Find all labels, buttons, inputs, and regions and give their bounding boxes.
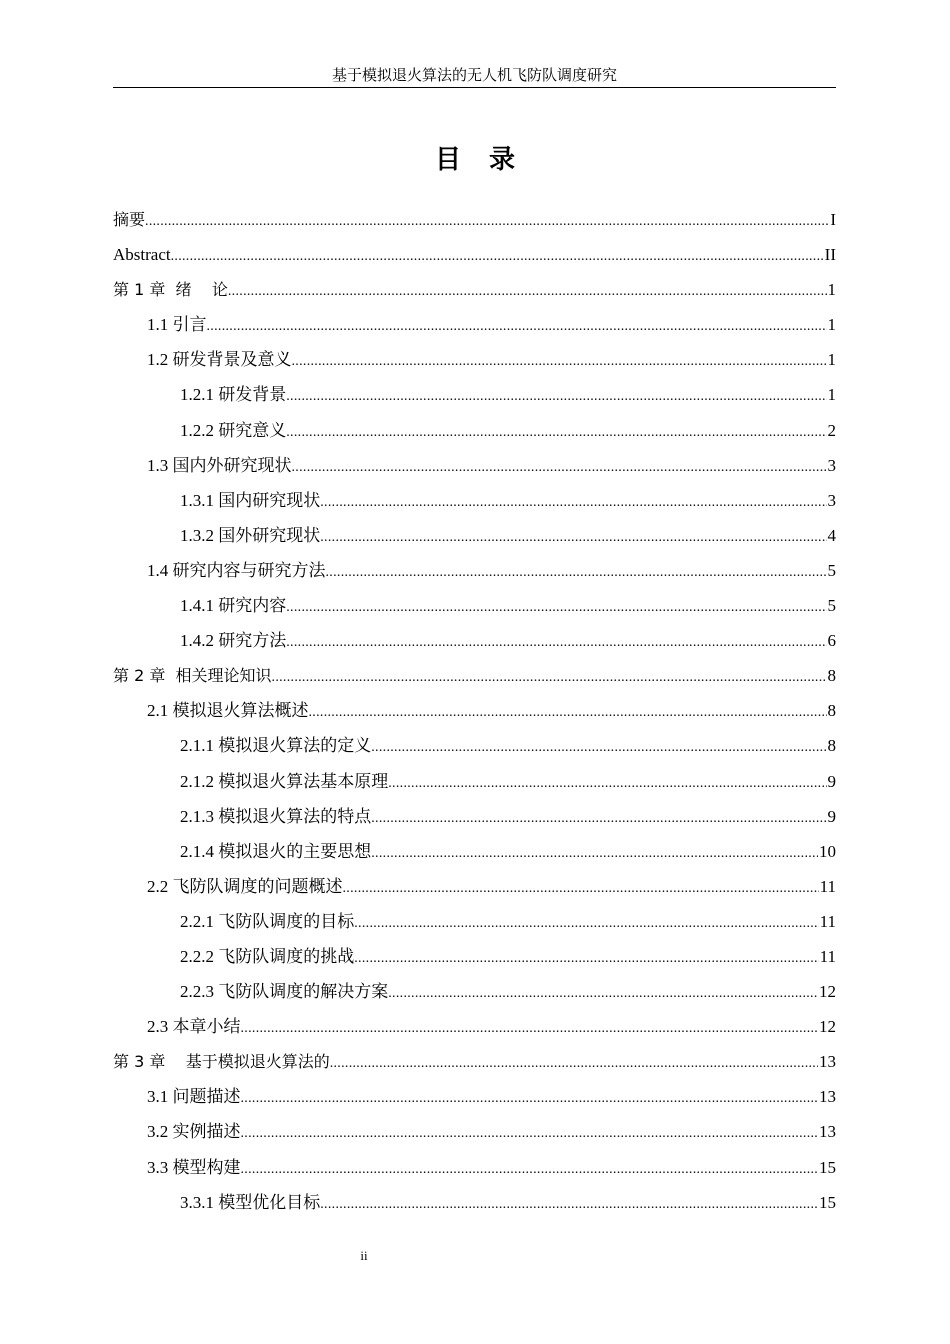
toc-entry-page: 8 — [827, 736, 836, 756]
toc-entry-label: 2.1.4 模拟退火的主要思想 — [180, 841, 372, 861]
toc-entry-page: 11 — [819, 946, 836, 966]
toc-entry-label: 1.2.1 研发背景 — [180, 385, 287, 405]
toc-dot-leader — [286, 625, 826, 660]
toc-entry[interactable] — [113, 728, 836, 763]
toc-entry-page: 1 — [827, 350, 836, 370]
toc-entry-label: 第 3 章 基于模拟退火算法的 — [113, 1052, 330, 1072]
toc-entry-label: 3.3.1 模型优化目标 — [180, 1192, 321, 1212]
toc-entry-label: 1.2 研发背景及意义 — [147, 350, 292, 370]
toc-entry-page: 13 — [819, 1122, 836, 1142]
toc-entry-label: 摘要 — [113, 210, 146, 229]
running-header-title: 基于模拟退火算法的无人机飞防队调度研究 — [331, 68, 617, 84]
toc-entry[interactable] — [113, 1185, 836, 1220]
toc-entry-label: 1.4.1 研究内容 — [180, 596, 287, 616]
toc-entry[interactable] — [113, 272, 836, 307]
toc-dot-leader — [272, 660, 827, 695]
toc-entry[interactable] — [113, 1114, 836, 1149]
toc-dot-leader — [292, 450, 827, 485]
toc-entry-page: I — [830, 210, 836, 229]
toc-entry-label: 3.1 问题描述 — [147, 1087, 241, 1107]
toc-entry-page: 10 — [819, 841, 836, 861]
toc-entry[interactable] — [113, 1150, 836, 1185]
toc-dot-leader — [292, 344, 827, 379]
toc-entry[interactable] — [113, 448, 836, 483]
toc-entry[interactable] — [113, 869, 836, 904]
toc-entry-label: 2.2.2 飞防队调度的挑战 — [180, 946, 355, 966]
toc-entry-label: 2.3 本章小结 — [147, 1017, 241, 1037]
toc-dot-leader — [241, 1152, 819, 1187]
toc-entry[interactable] — [113, 939, 836, 974]
toc-dot-leader — [326, 555, 827, 590]
toc-entry[interactable] — [113, 658, 836, 693]
toc-entry-page: II — [824, 245, 836, 265]
toc-dot-leader — [330, 1046, 818, 1081]
toc-entry-label: 2.2.1 飞防队调度的目标 — [180, 911, 355, 931]
toc-entry-label: 3.3 模型构建 — [147, 1157, 241, 1177]
running-header — [113, 66, 836, 88]
toc-dot-leader — [145, 204, 829, 239]
toc-entry-label: 1.2.2 研究意义 — [180, 420, 287, 440]
toc-entry-page: 9 — [827, 806, 836, 826]
toc-entry-label: 1.3.2 国外研究现状 — [180, 525, 321, 545]
toc-entry-page: 13 — [819, 1087, 836, 1107]
toc-dot-leader — [207, 309, 827, 344]
toc-entry[interactable] — [113, 904, 836, 939]
toc-dot-leader — [343, 871, 819, 906]
toc-entry-page: 15 — [819, 1192, 836, 1212]
toc-dot-leader — [241, 1011, 819, 1046]
toc-entry[interactable] — [113, 974, 836, 1009]
toc-entry-page: 11 — [819, 911, 836, 931]
toc-entry-page: 5 — [827, 560, 836, 580]
toc-dot-leader — [388, 976, 818, 1011]
toc-entry-page: 2 — [827, 420, 836, 440]
toc-dot-leader — [354, 941, 818, 976]
toc-dot-leader — [228, 274, 827, 309]
toc-entry-page: 3 — [827, 455, 836, 475]
toc-entry-label: 1.3 国内外研究现状 — [147, 455, 292, 475]
toc-entry-page: 8 — [827, 701, 836, 721]
toc-entry-label: 2.1.1 模拟退火算法的定义 — [180, 736, 372, 756]
toc-dot-leader — [286, 379, 826, 414]
toc-dot-leader — [309, 695, 827, 730]
toc-dot-leader — [371, 801, 826, 836]
toc-entry[interactable] — [113, 377, 836, 412]
toc-entry[interactable] — [113, 307, 836, 342]
toc-entry-page: 1 — [827, 315, 836, 335]
toc-entry-label: 1.3.1 国内研究现状 — [180, 490, 321, 510]
toc-entry-page: 11 — [819, 876, 836, 896]
toc-entry[interactable] — [113, 483, 836, 518]
toc-dot-leader — [320, 520, 826, 555]
toc-entry[interactable] — [113, 799, 836, 834]
toc-entry-label: 2.1.2 模拟退火算法基本原理 — [180, 771, 389, 791]
toc-entry[interactable] — [113, 1079, 836, 1114]
toc-entry[interactable] — [113, 413, 836, 448]
toc-dot-leader — [286, 590, 826, 625]
toc-entry-label: 2.1 模拟退火算法概述 — [147, 701, 309, 721]
toc-dot-leader — [371, 836, 818, 871]
toc-entry-label: 3.2 实例描述 — [147, 1122, 241, 1142]
toc-entry[interactable] — [113, 834, 836, 869]
toc-entry-label: 1.1 引言 — [147, 315, 207, 335]
toc-dot-leader — [354, 906, 818, 941]
toc-entry[interactable] — [113, 1044, 836, 1079]
toc-entry-label: 1.4 研究内容与研究方法 — [147, 560, 326, 580]
toc-entry[interactable] — [113, 342, 836, 377]
toc-entry[interactable] — [113, 518, 836, 553]
toc-dot-leader — [371, 730, 826, 765]
toc-entry[interactable] — [113, 623, 836, 658]
table-of-contents — [113, 202, 836, 1220]
toc-entry-page: 15 — [819, 1157, 836, 1177]
toc-entry[interactable] — [113, 237, 836, 272]
toc-dot-leader — [241, 1081, 819, 1116]
toc-entry[interactable] — [113, 553, 836, 588]
toc-entry[interactable] — [113, 764, 836, 799]
toc-dot-leader — [320, 1187, 818, 1222]
toc-dot-leader — [286, 415, 826, 450]
toc-entry-page: 3 — [827, 490, 836, 510]
toc-title: 目录 — [434, 145, 543, 175]
toc-entry-page: 1 — [827, 385, 836, 405]
page-number: ii — [360, 1248, 368, 1263]
toc-entry[interactable] — [113, 1009, 836, 1044]
toc-entry-label: 1.4.2 研究方法 — [180, 631, 287, 651]
toc-entry-page: 1 — [827, 280, 836, 300]
toc-entry-label: 2.1.3 模拟退火算法的特点 — [180, 806, 372, 826]
toc-dot-leader — [388, 766, 826, 801]
toc-dot-leader — [241, 1116, 819, 1151]
toc-entry[interactable] — [113, 202, 836, 237]
toc-entry-label: Abstract — [113, 245, 171, 265]
toc-entry-page: 13 — [819, 1052, 836, 1072]
toc-entry-label: 2.2 飞防队调度的问题概述 — [147, 876, 343, 896]
toc-entry[interactable] — [113, 693, 836, 728]
toc-entry-page: 6 — [827, 631, 836, 651]
toc-entry-label: 第 1 章 绪 论 — [113, 280, 228, 300]
toc-entry-page: 4 — [827, 525, 836, 545]
toc-dot-leader — [320, 485, 826, 520]
toc-dot-leader — [171, 239, 824, 274]
toc-entry-label: 2.2.3 飞防队调度的解决方案 — [180, 982, 389, 1002]
toc-entry-page: 9 — [827, 771, 836, 791]
toc-entry-page: 12 — [819, 1017, 836, 1037]
toc-entry-page: 5 — [827, 596, 836, 616]
toc-entry[interactable] — [113, 588, 836, 623]
toc-entry-page: 12 — [819, 982, 836, 1002]
toc-entry-label: 第 2 章 相关理论知识 — [113, 666, 272, 686]
toc-entry-page: 8 — [827, 666, 836, 686]
